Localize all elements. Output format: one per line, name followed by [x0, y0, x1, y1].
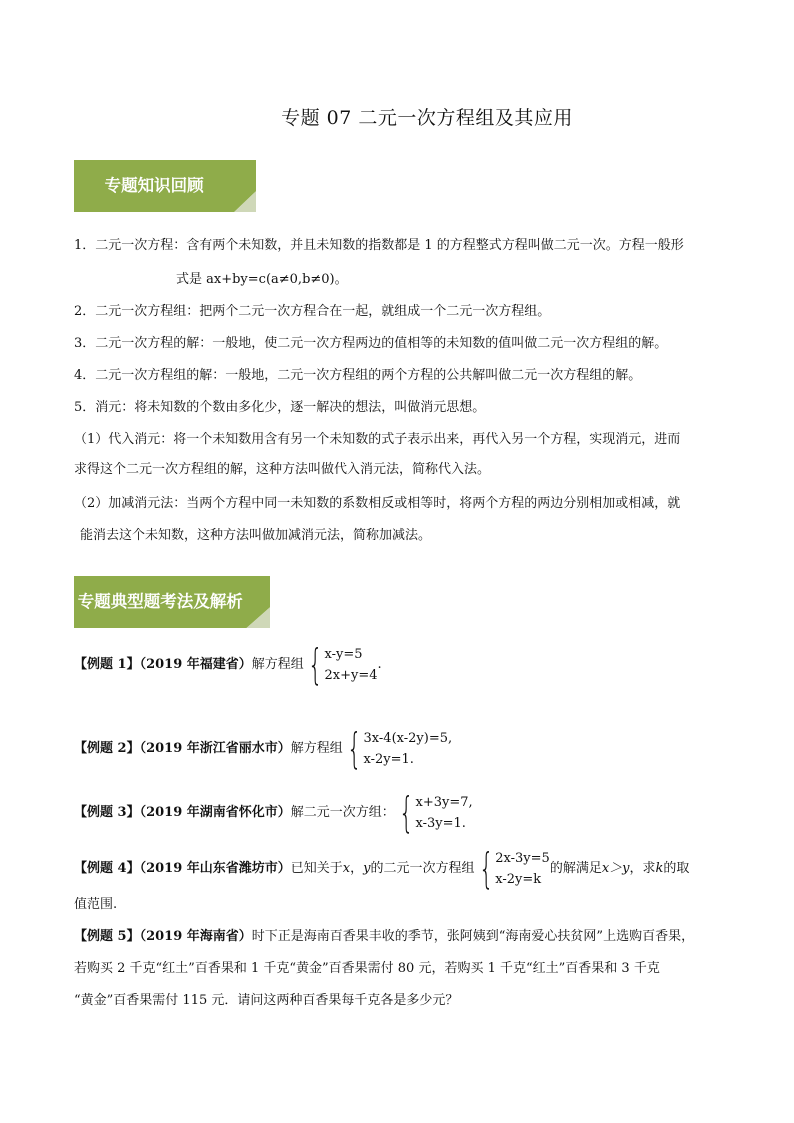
example-4-line-2: 值范围.: [74, 897, 118, 912]
equation: x-2y=k: [495, 872, 542, 887]
knowledge-line-1: 1．二元一次方程：含有两个未知数，并且未知数的指数都是 1 的方程整式方程叫做二元一次。方程一般形: [74, 238, 684, 253]
equation: x-2y=1.: [363, 752, 414, 767]
variable-x: x: [342, 861, 351, 876]
equation-system: [345, 724, 453, 773]
knowledge-line-6b: 求得这个二元一次方程组的解，这种方法叫做代入消元法，简称代入法。: [74, 462, 491, 477]
condition: x＞y: [601, 861, 630, 876]
example-2: [74, 724, 453, 773]
example-1: [74, 640, 382, 689]
separator: ，: [350, 861, 364, 876]
example-text: ，求: [629, 861, 656, 876]
example-text: 解方程组: [251, 657, 304, 672]
example-5: [74, 927, 734, 947]
example-3: [74, 788, 473, 837]
example-4: [74, 844, 690, 893]
example-tail: .: [377, 657, 382, 672]
knowledge-line-7b: 能消去这个未知数，这种方法叫做加减消元法，简称加减法。: [80, 528, 432, 543]
section-label: 专题知识回顾: [104, 176, 204, 195]
equation: x-3y=1.: [415, 816, 466, 831]
example-heading: 【例题 1】（2019 年福建省）: [74, 657, 252, 672]
knowledge-line-5: 5．消元：将未知数的个数由多化少，逐一解决的想法，叫做消元思想。: [74, 400, 486, 415]
section-banner-review: [74, 160, 256, 212]
example-text: 已知关于: [290, 861, 343, 876]
knowledge-line-4: 4．二元一次方程组的解：一般地，二元一次方程组的两个方程的公共解叫做二元一次方程组的解。: [74, 368, 642, 383]
example-text: 的二元一次方程组: [370, 861, 475, 876]
equation: x-y=5: [324, 647, 363, 662]
knowledge-line-3: 3．二元一次方程的解：一般地，使二元一次方程两边的值相等的未知数的值叫做二元一次方程组的解。: [74, 336, 668, 351]
example-5-line-2: 若购买 2 千克“红土”百香果和 1 千克“黄金”百香果需付 80 元，若购买 1 千克“红土”百香果和 3 千克: [74, 961, 660, 976]
equation: x+3y=7,: [415, 795, 473, 810]
equation-system: [397, 788, 473, 837]
equation: 2x+y=4: [324, 668, 378, 683]
example-heading: 【例题 4】（2019 年山东省潍坊市）: [74, 861, 291, 876]
equation-system: [306, 640, 378, 689]
variable-y: y: [363, 861, 371, 876]
example-text: 时下正是海南百香果丰收的季节，张阿姨到“海南爱心扶贫网”上选购百香果，: [251, 929, 695, 944]
equation: 3x-4(x-2y)=5,: [363, 731, 453, 746]
brace-icon: {: [398, 788, 414, 837]
example-text: 的解满足: [549, 861, 602, 876]
example-5-line-3: “黄金”百香果需付 115 元．请问这两种百香果每千克各是多少元？: [74, 993, 459, 1008]
variable-k: k: [655, 861, 664, 876]
knowledge-line-2: 2．二元一次方程组：把两个二元一次方程合在一起，就组成一个二元一次方程组。: [74, 304, 551, 319]
example-heading: 【例题 2】（2019 年浙江省丽水市）: [74, 741, 291, 756]
knowledge-line-1b: 式是 ax+by=c(a≠0,b≠0)。: [176, 272, 348, 287]
example-text: 解方程组: [290, 741, 343, 756]
section-label: 专题典型题考法及解析: [77, 592, 243, 611]
brace-icon: {: [307, 640, 323, 689]
section-banner-examples: [74, 576, 270, 628]
example-heading: 【例题 5】（2019 年海南省）: [74, 929, 252, 944]
example-text: 的取: [663, 861, 690, 876]
brace-icon: {: [346, 724, 362, 773]
equation: 2x-3y=5: [495, 851, 550, 866]
page-title: 专题 07 二元一次方程组及其应用: [281, 107, 573, 129]
brace-icon: {: [478, 844, 494, 893]
equation-system: [477, 844, 550, 893]
example-text: 解二元一次方组：: [290, 805, 395, 820]
example-heading: 【例题 3】（2019 年湖南省怀化市）: [74, 805, 291, 820]
knowledge-line-6: （1）代入消元：将一个未知数用含有另一个未知数的式子表示出来，再代入另一个方程，实现消元，进而: [74, 432, 681, 447]
knowledge-line-7: （2）加减消元法：当两个方程中同一未知数的系数相反或相等时，将两个方程的两边分别相加或相减，就: [74, 496, 681, 511]
